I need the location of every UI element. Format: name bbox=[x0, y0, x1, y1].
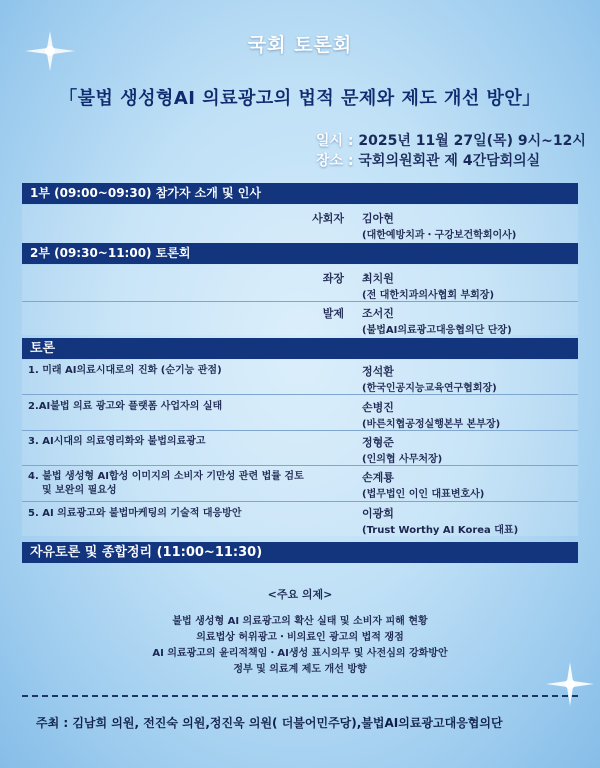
agenda-item-3: AI 의료광고의 윤리적책임・AI생성 표시의무 및 사전심의 강화방안 bbox=[152, 648, 448, 659]
main-title: 「불법 생성형AI 의료광고의 법적 문제와 제도 개선 방안」 bbox=[59, 88, 541, 109]
event-type-title: 국회 토론회 bbox=[247, 34, 353, 56]
discussion-name-3: 정형준 bbox=[362, 436, 394, 449]
discussion-name-1: 정석환 bbox=[362, 365, 394, 378]
discussion-affiliation-2: (바른치협공정실행본부 본부장) bbox=[362, 419, 501, 430]
event-date bbox=[316, 130, 586, 150]
agenda-item-1: 불법 생성형 AI 의료광고의 확산 실태 및 소비자 피해 현황 bbox=[172, 616, 428, 627]
discussion-affiliation-4: (법무법인 이인 대표변호사) bbox=[362, 489, 485, 500]
agenda-heading: <주요 의제> bbox=[267, 588, 333, 601]
part2-bar: 2부 (09:30~11:00) 토론회 bbox=[22, 243, 578, 264]
footer-divider bbox=[22, 695, 578, 697]
discussion-divider bbox=[22, 394, 578, 395]
event-place bbox=[316, 150, 540, 170]
discussion-divider bbox=[22, 430, 578, 431]
discussion-topic-5: 5. AI 의료광고와 불법마케팅의 기술적 대응방안 bbox=[28, 508, 242, 519]
host-line: 주최 : 김남희 의원, 전진숙 의원,정진욱 의원( 더불어민주당),불법AI의료광고대응협의단 bbox=[36, 716, 503, 730]
free-discussion-bar: 자유토론 및 종합정리 (11:00~11:30) bbox=[22, 542, 578, 563]
part1-bar: 1부 (09:00~09:30) 참가자 소개 및 인사 bbox=[22, 183, 578, 204]
agenda-item-2: 의료법상 허위광고・비의료인 광고의 법적 쟁점 bbox=[196, 632, 404, 643]
discussion-topic-4-cont: 및 보완의 필요성 bbox=[42, 485, 117, 496]
discussion-bar: 토론 bbox=[22, 338, 578, 359]
place-label: 장소 : bbox=[316, 153, 354, 169]
part2-role-1: 좌장 bbox=[322, 272, 344, 285]
discussion-name-5: 이광희 bbox=[362, 507, 394, 520]
part1-role: 사회자 bbox=[312, 212, 344, 225]
discussion-name-2: 손병진 bbox=[362, 401, 394, 414]
discussion-affiliation-3: (인의협 사무처장) bbox=[362, 454, 443, 465]
part1-affiliation: (대한예방치과・구강보건학회이사) bbox=[362, 230, 517, 241]
discussion-affiliation-5: (Trust Worthy AI Korea 대표) bbox=[362, 525, 519, 536]
place-value: 국회의원회관 제 4간담회의실 bbox=[358, 153, 541, 169]
part2-affiliation-1: (전 대한치과의사협회 부회장) bbox=[362, 290, 495, 301]
discussion-topic-3: 3. AI시대의 의료영리화와 불법의료광고 bbox=[28, 436, 206, 447]
part2-name-2: 조서진 bbox=[362, 307, 394, 320]
discussion-name-4: 손계룡 bbox=[362, 471, 394, 484]
part2-affiliation-2: (불법AI의료광고대응협의단 단장) bbox=[362, 325, 512, 336]
discussion-topic-2: 2.AI불법 의료 광고와 플랫폼 사업자의 실태 bbox=[28, 401, 223, 412]
date-value: 2025년 11월 27일(목) 9시~12시 bbox=[358, 133, 586, 149]
discussion-divider bbox=[22, 501, 578, 502]
discussion-topic-4: 4. 불법 생성형 AI합성 이미지의 소비자 기만성 관련 법률 검토 bbox=[28, 471, 304, 482]
part1-name: 김아현 bbox=[362, 212, 394, 225]
discussion-affiliation-1: (한국인공지능교육연구협회장) bbox=[362, 383, 497, 394]
part2-role-2: 발제 bbox=[322, 307, 344, 320]
discussion-topic-1: 1. 미래 AI의료시대로의 진화 (순기능 관점) bbox=[28, 365, 222, 376]
date-label: 일시 : bbox=[316, 133, 354, 149]
discussion-divider bbox=[22, 465, 578, 466]
part2-divider bbox=[22, 301, 578, 302]
part2-name-1: 최치원 bbox=[362, 272, 394, 285]
agenda-item-4: 정부 및 의료계 제도 개선 방향 bbox=[233, 664, 367, 675]
